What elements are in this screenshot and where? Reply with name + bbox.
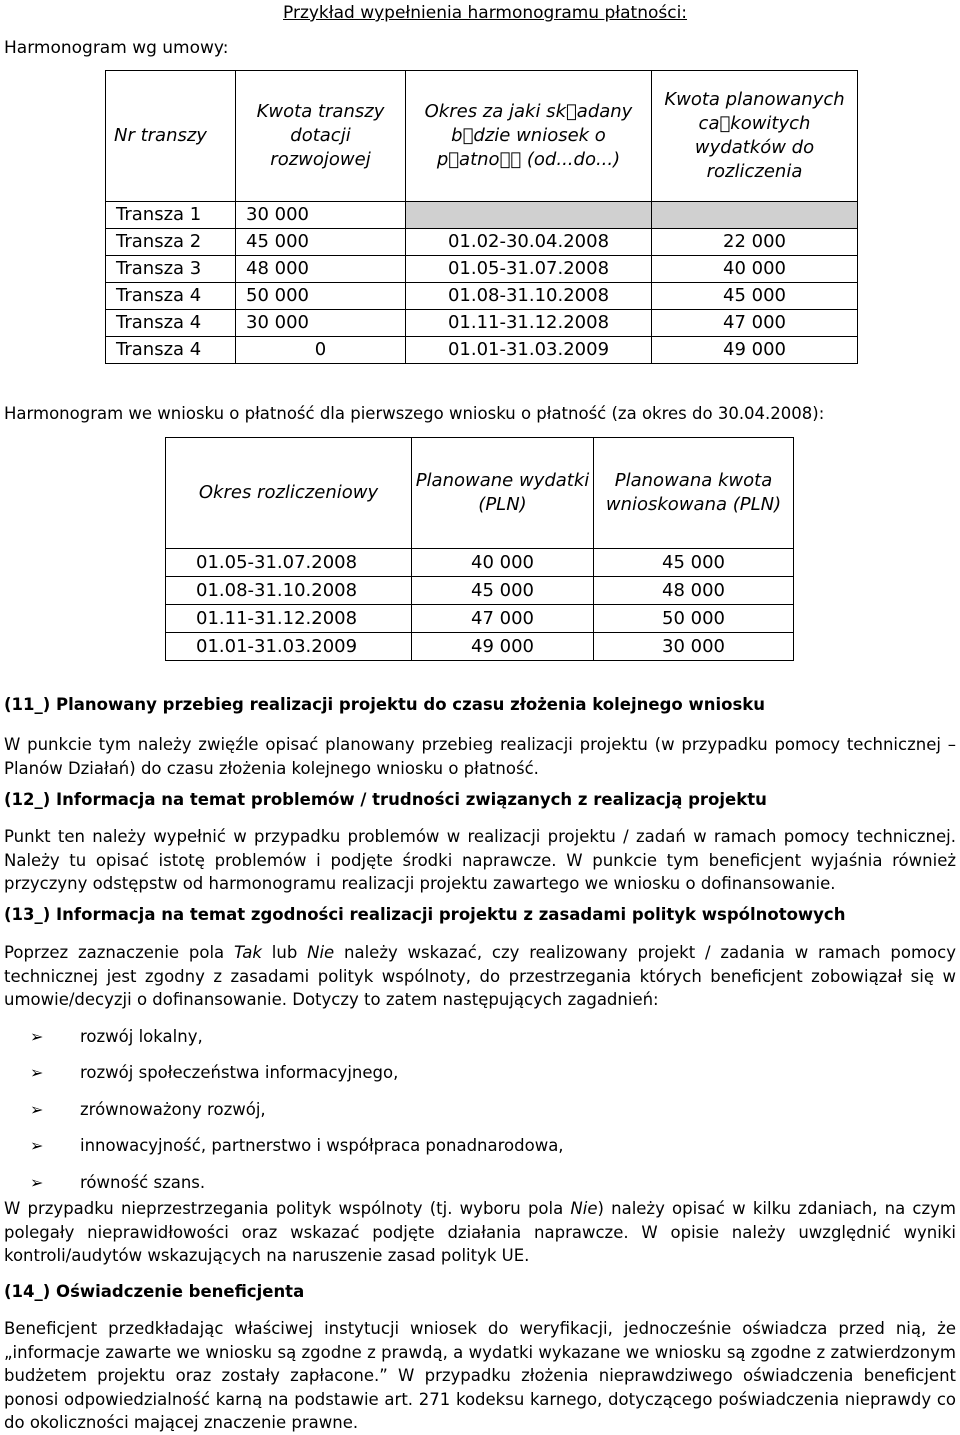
- example-title: Przykład wypełnienia harmonogramu płatności:: [283, 3, 688, 23]
- section-11-text: W punkcie tym należy zwięźle opisać planowany przebieg realizacji projektu (w przypadku pomocy technicznej – Planów Działań) do czasu złożenia kolejnego wniosku o płatność.: [4, 735, 956, 778]
- table-cell: 30 000: [236, 202, 406, 229]
- table-cell: Transza 4: [106, 283, 236, 310]
- table-cell: 22 000: [652, 229, 858, 256]
- table-row: [106, 283, 858, 310]
- table-cell: 50 000: [236, 283, 406, 310]
- list-item: ➢ równość szans.: [30, 1172, 206, 1192]
- table-cell: 01.05-31.07.2008: [406, 256, 652, 283]
- section-12-text: Punkt ten należy wypełnić w przypadku problemów w realizacji projektu / zadań w ramach pomocy technicznej. Należy tu opisać istotę problemów i podjęte środki naprawcze. W punkcie tym beneficjent wyjaśnia również przyczyny odstępstw od harmonogramu realizacji projektu zawartego we wniosku o dofinansowanie.: [4, 827, 956, 893]
- policy-areas-list: [30, 1018, 564, 1201]
- table-cell: 45 000: [236, 229, 406, 256]
- table-cell: 01.01-31.03.2009: [166, 633, 412, 661]
- table-row: [106, 310, 858, 337]
- list-item: ➢ rozwój lokalny,: [30, 1026, 203, 1046]
- table-cell: [406, 202, 652, 229]
- section-12-heading: (12_) Informacja na temat problemów / trudności związanych z realizacją projektu: [4, 790, 767, 809]
- table-cell: 40 000: [652, 256, 858, 283]
- table-cell: 49 000: [412, 633, 594, 661]
- list-item: ➢ zrównoważony rozwój,: [30, 1099, 266, 1119]
- table-cell: 48 000: [594, 577, 794, 605]
- table-cell: Transza 1: [106, 202, 236, 229]
- table-cell: 01.05-31.07.2008: [166, 549, 412, 577]
- section-13-text: Poprzez zaznaczenie pola Tak lub Nie należy wskazać, czy realizowany projekt / zadania w ramach pomocy technicznej jest zgodny z zasadami polityk wspólnoty, do przestrzegania których beneficjent zobowiązał się w umowie/decyzji o dofinansowanie. Dotyczy to zatem następujących zagadnień:: [4, 943, 956, 1009]
- table-cell: 40 000: [412, 549, 594, 577]
- section-13-after-text: W przypadku nieprzestrzegania polityk wspólnoty (tj. wyboru pola Nie) należy opisać w kilku zdaniach, na czym polegały nieprawidłowości oraz wskazać podjęte działania naprawcze. W opisie należy uwzględnić wyniki kontroli/audytów wskazujących na naruszenie zasad polityk UE.: [4, 1199, 956, 1265]
- contract-schedule-table: [105, 70, 858, 364]
- table-row: [166, 633, 794, 661]
- table-cell: 01.11-31.12.2008: [166, 605, 412, 633]
- table-cell: 01.01-31.03.2009: [406, 337, 652, 364]
- table-cell: 47 000: [412, 605, 594, 633]
- arrow-bullet-icon: ➢: [30, 1136, 44, 1156]
- first-request-schedule-title: Harmonogram we wniosku o płatność dla pierwszego wniosku o płatność (za okres do 30.04.2008):: [4, 404, 825, 423]
- arrow-bullet-icon: ➢: [30, 1063, 44, 1083]
- table-row: [106, 337, 858, 364]
- arrow-bullet-icon: ➢: [30, 1172, 44, 1192]
- table-row: [106, 202, 858, 229]
- table-cell: 47 000: [652, 310, 858, 337]
- table-cell: 30 000: [236, 310, 406, 337]
- arrow-bullet-icon: ➢: [30, 1099, 44, 1119]
- column-header-settlement-period: Okres rozliczeniowy: [166, 438, 412, 549]
- column-header-tranche-amount: Kwota transzy dotacji rozwojowej: [236, 71, 406, 202]
- table-row: [166, 549, 794, 577]
- nie-option-label: Nie: [570, 1199, 598, 1218]
- column-header-planned-expenses: Kwota planowanych ca kowitych wydatków do rozliczenia: [652, 71, 858, 202]
- section-14-heading: (14_) Oświadczenie beneficjenta: [4, 1282, 305, 1301]
- table-cell: [652, 202, 858, 229]
- table-cell: 01.08-31.10.2008: [166, 577, 412, 605]
- table-cell: 45 000: [652, 283, 858, 310]
- schedule-contract-label: Harmonogram wg umowy:: [4, 38, 229, 58]
- table-cell: Transza 3: [106, 256, 236, 283]
- column-header-request-period: Okres za jaki sk adany b dzie wniosek o p atno   (od...do...): [406, 71, 652, 202]
- table-cell: 01.11-31.12.2008: [406, 310, 652, 337]
- section-11-heading: (11_) Planowany przebieg realizacji projektu do czasu złożenia kolejnego wniosku: [4, 695, 765, 714]
- column-header-requested-amount: Planowana kwota wnioskowana (PLN): [594, 438, 794, 549]
- table-cell: 50 000: [594, 605, 794, 633]
- section-13-heading: (13_) Informacja na temat zgodności realizacji projektu z zasadami polityk wspólnotowych: [4, 905, 846, 924]
- table-cell: Transza 4: [106, 310, 236, 337]
- table-cell: 0: [236, 337, 406, 364]
- column-header-planned-expenses: Planowane wydatki (PLN): [412, 438, 594, 549]
- list-item: ➢ innowacyjność, partnerstwo i współpraca ponadnarodowa,: [30, 1136, 564, 1156]
- arrow-bullet-icon: ➢: [30, 1026, 44, 1046]
- table-row: [166, 605, 794, 633]
- table-row: [166, 577, 794, 605]
- table-row: [106, 256, 858, 283]
- list-item: ➢ rozwój społeczeństwa informacyjnego,: [30, 1063, 399, 1083]
- nie-option-label: Nie: [307, 943, 335, 962]
- tak-option-label: Tak: [233, 943, 262, 962]
- column-header-tranche-number: Nr transzy: [106, 71, 236, 202]
- table-cell: 48 000: [236, 256, 406, 283]
- table-cell: 45 000: [594, 549, 794, 577]
- table-cell: 01.08-31.10.2008: [406, 283, 652, 310]
- table-cell: Transza 2: [106, 229, 236, 256]
- table-cell: 01.02-30.04.2008: [406, 229, 652, 256]
- table-cell: Transza 4: [106, 337, 236, 364]
- table-cell: 49 000: [652, 337, 858, 364]
- section-14-text: Beneficjent przedkładając właściwej instytucji wniosek do weryfikacji, jednocześnie oświadcza przed nią, że „informacje zawarte we wniosku są zgodne z prawdą, a wydatki wykazane we wniosku są zgodne z zatwierdzonym budżetem projektu oraz zostały zapłacone.” W przypadku złożenia nieprawdziwego oświadczenia beneficjent ponosi odpowiedzialność karną na podstawie art. 271 kodeksu karnego, dotyczącego poświadczenia nieprawdy co do okoliczności mającej znaczenie prawne.: [4, 1319, 956, 1432]
- table-cell: 30 000: [594, 633, 794, 661]
- request-schedule-table: [165, 437, 794, 661]
- table-cell: 45 000: [412, 577, 594, 605]
- table-row: [106, 229, 858, 256]
